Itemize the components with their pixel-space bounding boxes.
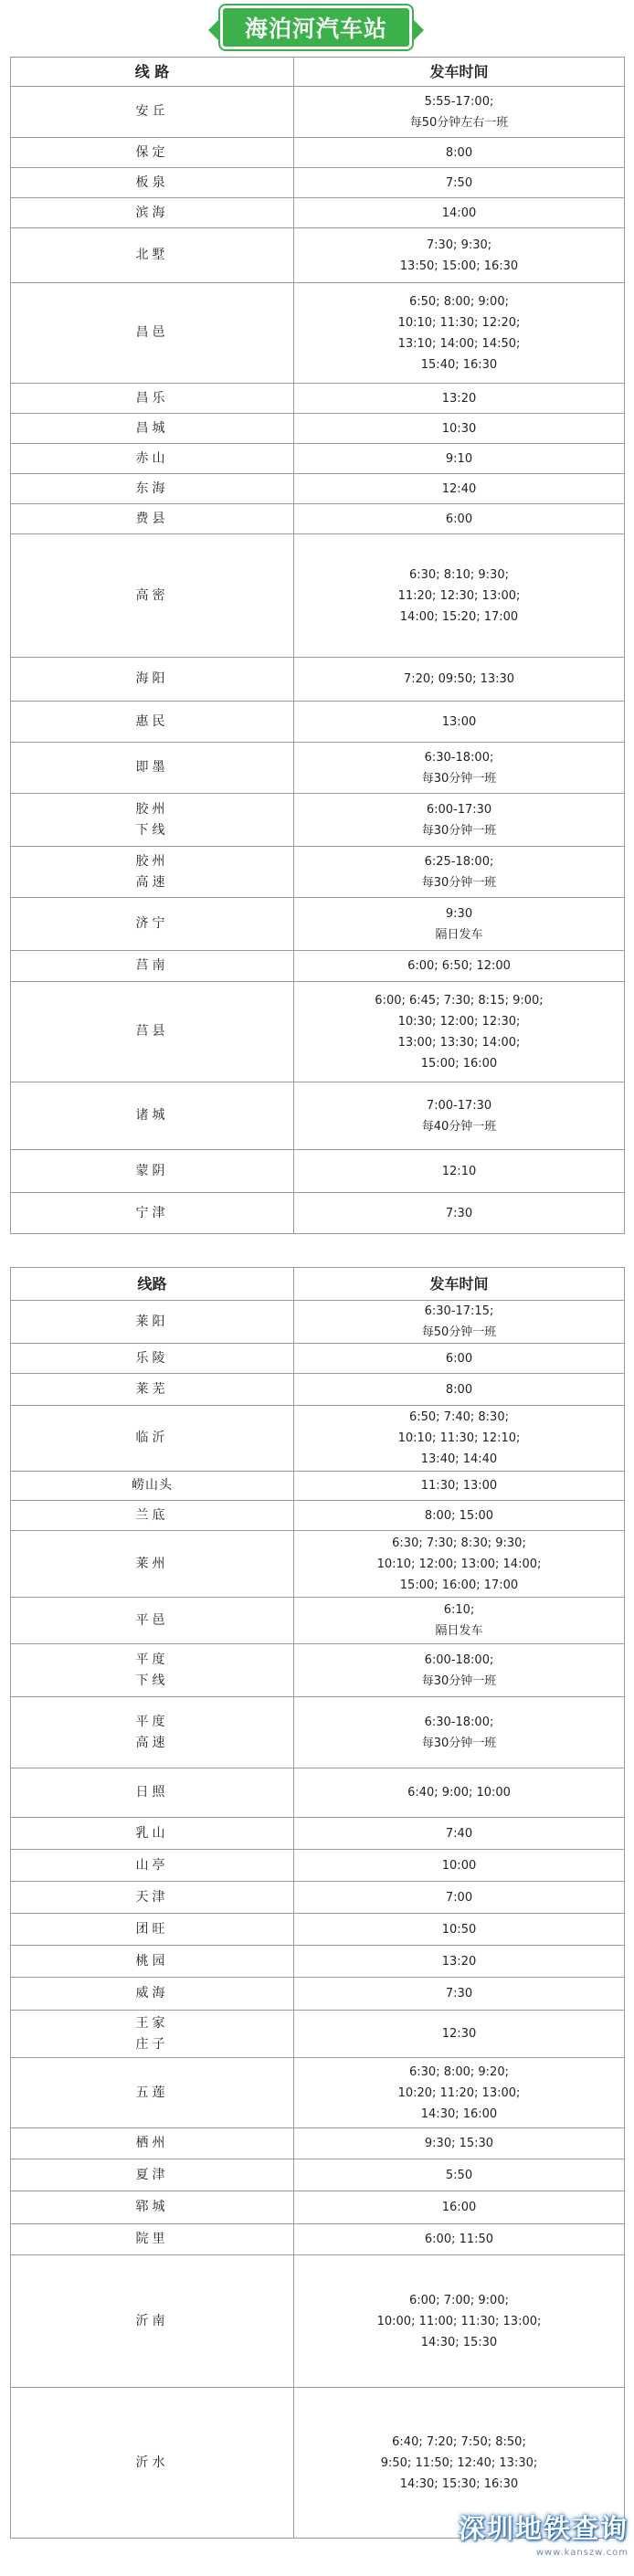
departure-time-cell: 9:30 隔日发车 [294,898,625,951]
departure-time-cell: 6:00 [294,504,625,534]
departure-time-cell: 6:30-18:00; 每30分钟一班 [294,1697,625,1768]
route-cell: 崂山头 [11,1472,294,1501]
table-row [11,1150,625,1193]
departure-time-cell: 12:10 [294,1150,625,1193]
table-row [11,951,625,982]
route-cell: 桃园 [11,1946,294,1978]
route-cell: 惠民 [11,702,294,743]
route-cell: 蒙阴 [11,1150,294,1193]
departure-time-cell: 7:40 [294,1818,625,1850]
route-cell: 天津 [11,1882,294,1914]
table-row [11,1946,625,1978]
route-cell: 王家 庄子 [11,2011,294,2058]
route-cell: 莒县 [11,982,294,1082]
departure-time-cell: 5:55-17:00; 每50分钟左右一班 [294,87,625,138]
route-cell: 栖州 [11,2128,294,2159]
table-row [11,1644,625,1697]
route-cell: 费县 [11,504,294,534]
route-cell: 乳山 [11,1818,294,1850]
table-row [11,283,625,384]
route-cell: 北墅 [11,228,294,283]
table-row [11,982,625,1082]
page-title: 海泊河汽车站 [244,16,387,42]
departure-time-cell: 9:10 [294,444,625,474]
route-cell: 胶州 下线 [11,794,294,847]
header-route: 线路 [11,1268,294,1301]
table-row [11,1472,625,1501]
route-cell: 威海 [11,1978,294,2011]
departure-time-cell: 6:00-18:00; 每30分钟一班 [294,1644,625,1697]
schedule-table-1 [10,57,625,1234]
table-row [11,2224,625,2255]
departure-time-cell: 7:30 [294,1193,625,1234]
table-header-row [11,58,625,87]
table-row [11,1501,625,1531]
departure-time-cell: 6:00; 11:50 [294,2224,625,2255]
title-badge [220,5,412,49]
route-cell: 临沂 [11,1406,294,1472]
route-cell: 高密 [11,534,294,658]
table-row [11,2191,625,2224]
route-cell: 保定 [11,138,294,168]
table-row [11,1193,625,1234]
departure-time-cell: 7:30 [294,1978,625,2011]
departure-time-cell: 9:30; 15:30 [294,2128,625,2159]
table-row [11,702,625,743]
table-row [11,87,625,138]
table-row [11,1598,625,1644]
table-row [11,168,625,198]
route-cell: 诸城 [11,1082,294,1150]
departure-time-cell: 6:30-18:00; 每30分钟一班 [294,743,625,794]
departure-time-cell: 6:30; 7:30; 8:30; 9:30; 10:10; 12:00; 13:00; 14:00; 15:00; 16:00; 17:00 [294,1531,625,1598]
route-cell: 昌乐 [11,384,294,414]
departure-time-cell: 6:00; 6:45; 7:30; 8:15; 9:00; 10:30; 12:00; 12:30; 13:00; 13:30; 14:00; 15:00; 16:00 [294,982,625,1082]
route-cell: 即墨 [11,743,294,794]
table-row [11,2255,625,2388]
departure-time-cell: 13:20 [294,1946,625,1978]
route-cell: 莱阳 [11,1301,294,1344]
site-watermark [446,2508,629,2563]
departure-time-cell: 12:40 [294,474,625,504]
departure-time-cell: 10:30 [294,414,625,444]
route-cell: 莱州 [11,1531,294,1598]
departure-time-cell: 6:25-18:00; 每30分钟一班 [294,847,625,898]
departure-time-cell: 6:00-17:30 每30分钟一班 [294,794,625,847]
route-cell: 夏津 [11,2159,294,2191]
table-row [11,474,625,504]
departure-time-cell: 5:50 [294,2159,625,2191]
route-cell: 院里 [11,2224,294,2255]
table-row [11,1697,625,1768]
route-cell: 板泉 [11,168,294,198]
table-row [11,1531,625,1598]
route-cell: 乐陵 [11,1344,294,1374]
route-cell: 团旺 [11,1914,294,1946]
departure-time-cell: 7:20; 09:50; 13:30 [294,658,625,702]
table-row [11,794,625,847]
table-row [11,2058,625,2128]
departure-time-cell: 13:00 [294,702,625,743]
route-cell: 郓城 [11,2191,294,2224]
departure-time-cell: 6:10; 隔日发车 [294,1598,625,1644]
route-cell: 平度 下线 [11,1644,294,1697]
watermark-logo-text: 深圳地铁查询 [458,2513,629,2544]
route-cell: 昌邑 [11,283,294,384]
title-banner [0,0,634,53]
table-row [11,384,625,414]
table-row [11,414,625,444]
route-cell: 安丘 [11,87,294,138]
header-departure-time: 发车时间 [294,1268,625,1301]
route-cell: 五莲 [11,2058,294,2128]
table-row [11,1978,625,2011]
departure-time-cell: 6:00; 7:00; 9:00; 10:00; 11:00; 11:30; 13:00; 14:30; 15:30 [294,2255,625,2388]
table-row [11,847,625,898]
departure-time-cell: 6:30; 8:00; 9:20; 10:20; 11:20; 13:00; 14:30; 16:00 [294,2058,625,2128]
table-row [11,1768,625,1818]
route-cell: 山亭 [11,1850,294,1882]
route-cell: 平邑 [11,1598,294,1644]
table-row [11,1344,625,1374]
table-row [11,743,625,794]
table-row [11,1301,625,1344]
header-departure-time: 发车时间 [294,58,625,87]
table-row [11,1374,625,1406]
route-cell: 赤山 [11,444,294,474]
route-cell: 海阳 [11,658,294,702]
table-row [11,898,625,951]
departure-time-cell: 6:40; 9:00; 10:00 [294,1768,625,1818]
departure-time-cell: 6:00 [294,1344,625,1374]
table-row [11,1882,625,1914]
departure-time-cell: 8:00 [294,138,625,168]
route-cell: 沂南 [11,2255,294,2388]
departure-time-cell: 7:30; 9:30; 13:50; 15:00; 16:30 [294,228,625,283]
route-cell: 沂水 [11,2388,294,2539]
route-cell: 平度 高速 [11,1697,294,1768]
route-cell: 胶州 高速 [11,847,294,898]
departure-time-cell: 8:00; 15:00 [294,1501,625,1531]
schedule-table-2 [10,1267,625,2539]
departure-time-cell: 6:00; 6:50; 12:00 [294,951,625,982]
route-cell: 日照 [11,1768,294,1818]
departure-time-cell: 6:50; 8:00; 9:00; 10:10; 11:30; 12:20; 13:10; 14:00; 14:50; 15:40; 16:30 [294,283,625,384]
departure-time-cell: 7:00 [294,1882,625,1914]
departure-time-cell: 6:30; 8:10; 9:30; 11:20; 12:30; 13:00; 14:00; 15:20; 17:00 [294,534,625,658]
table-row [11,1406,625,1472]
departure-time-cell: 13:20 [294,384,625,414]
watermark-url: www.kanszw.com [535,2548,629,2558]
departure-time-cell: 8:00 [294,1374,625,1406]
route-cell: 莱芜 [11,1374,294,1406]
table-row [11,1914,625,1946]
table-row [11,138,625,168]
departure-time-cell: 7:50 [294,168,625,198]
table-row [11,1082,625,1150]
table-row [11,2011,625,2058]
departure-time-cell: 7:00-17:30 每40分钟一班 [294,1082,625,1150]
departure-time-cell: 16:00 [294,2191,625,2224]
table-row [11,228,625,283]
route-cell: 莒南 [11,951,294,982]
departure-time-cell: 6:50; 7:40; 8:30; 10:10; 11:30; 12:10; 13:40; 14:40 [294,1406,625,1472]
route-cell: 兰底 [11,1501,294,1531]
route-cell: 滨海 [11,198,294,228]
schedule-table-1-body [11,87,625,1234]
route-cell: 昌城 [11,414,294,444]
departure-time-cell: 10:00 [294,1850,625,1882]
departure-time-cell: 14:00 [294,198,625,228]
table-row [11,1818,625,1850]
departure-time-cell: 11:30; 13:00 [294,1472,625,1501]
route-cell: 宁津 [11,1193,294,1234]
route-cell: 东海 [11,474,294,504]
table-row [11,658,625,702]
table-row [11,198,625,228]
table-row [11,444,625,474]
header-route: 线 路 [11,58,294,87]
schedule-table-2-body [11,1301,625,2539]
route-cell: 济宁 [11,898,294,951]
table-row [11,504,625,534]
table-header-row [11,1268,625,1301]
table-row [11,1850,625,1882]
table-row [11,2159,625,2191]
table-row [11,2128,625,2159]
table-row [11,534,625,658]
departure-time-cell: 6:30-17:15; 每50分钟一班 [294,1301,625,1344]
departure-time-cell: 6:40; 7:20; 7:50; 8:50; 9:50; 11:50; 12:40; 13:30; 14:30; 15:30; 16:30 [294,2388,625,2539]
departure-time-cell: 12:30 [294,2011,625,2058]
departure-time-cell: 10:50 [294,1914,625,1946]
